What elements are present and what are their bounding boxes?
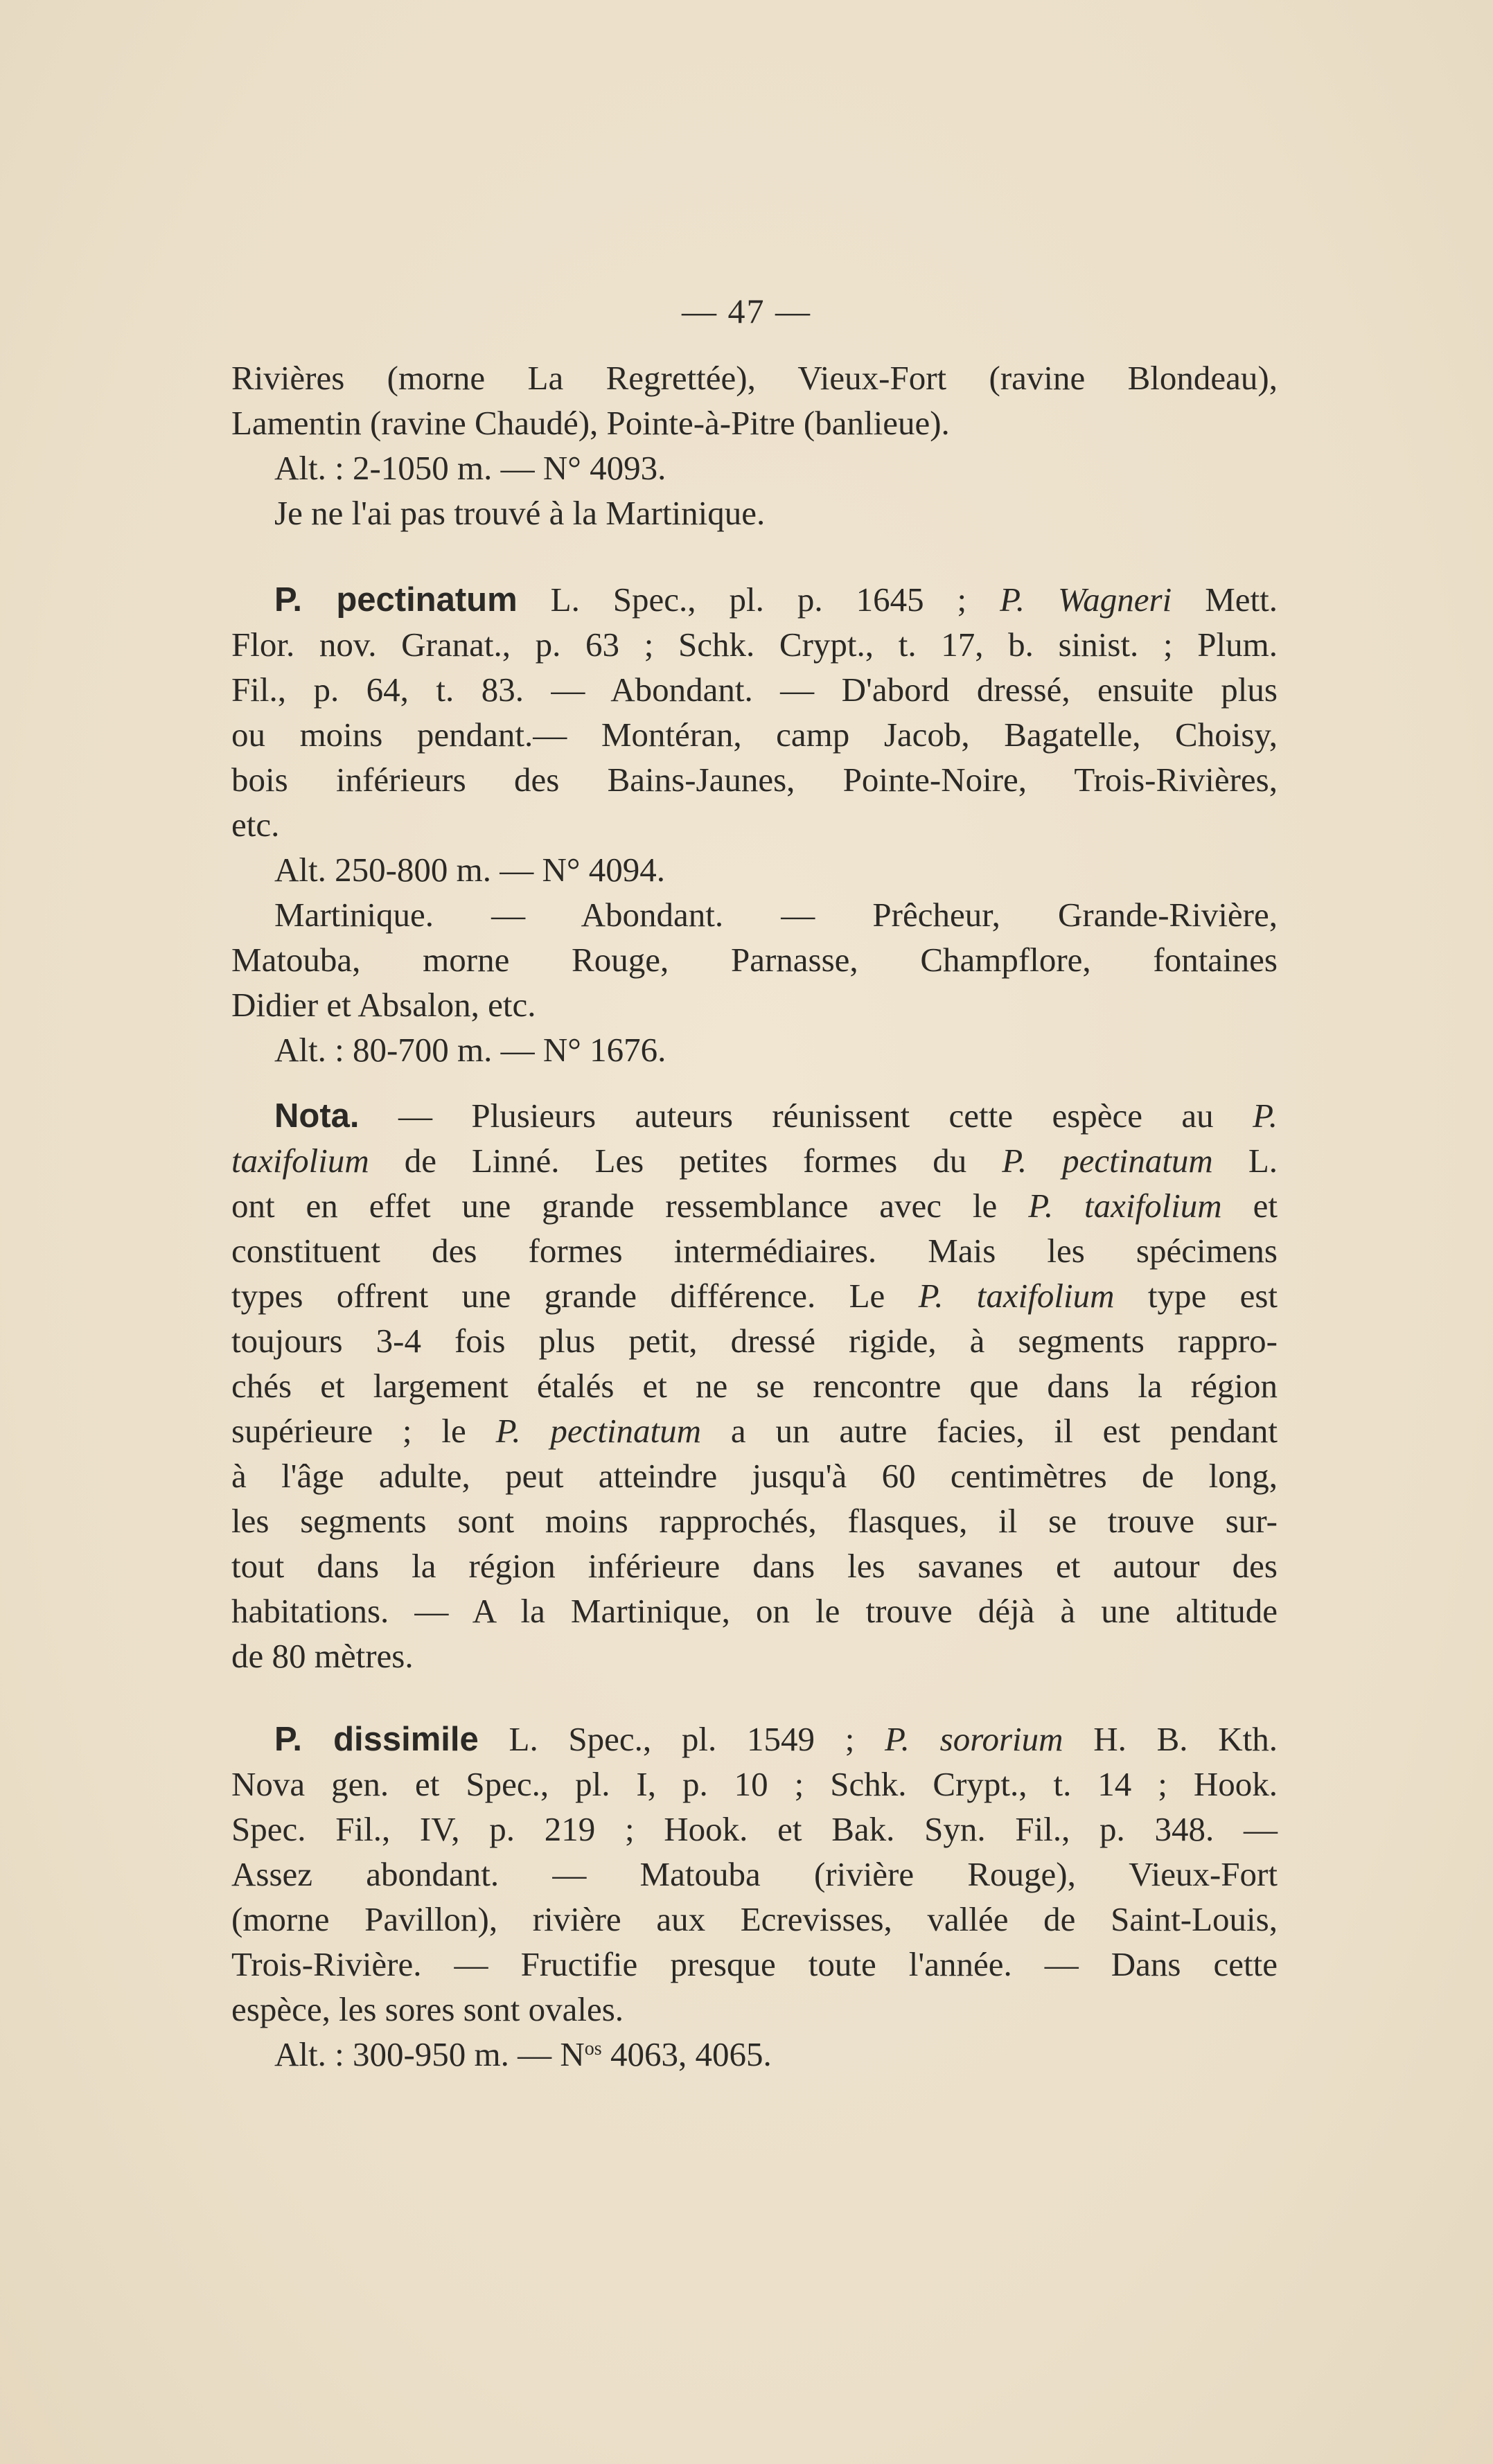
text-line: Alt. : 80-700 m. — N° 1676. [274, 1031, 666, 1069]
superscript: os [584, 2038, 602, 2059]
text-line: chés et largement étalés et ne se rencontre que dans la région [231, 1367, 1278, 1405]
species-ref: P. taxifolium [918, 1277, 1115, 1315]
text-line: tout dans la région inférieure dans les savanes et autour des [231, 1547, 1278, 1585]
text-line: Nova gen. et Spec., pl. I, p. 10 ; Schk. Crypt., t. 14 ; Hook. [231, 1765, 1278, 1803]
note-line [274, 1094, 1278, 1137]
text-span: de Linné. Les petites formes du [404, 1142, 967, 1180]
text-span: Alt. : 300-950 m. — N [274, 2035, 585, 2073]
text-span: et [1253, 1187, 1278, 1225]
text-line: Flor. nov. Granat., p. 63 ; Schk. Crypt., t. 17, b. sinist. ; Plum. [231, 626, 1278, 664]
text-line: habitations. — A la Martinique, on le trouve déjà à une altitude [231, 1592, 1278, 1630]
text-line: Fil., p. 64, t. 83. — Abondant. — D'abord dressé, ensuite plus [231, 671, 1278, 709]
text-span: Mett. [1205, 580, 1278, 619]
species-ref: P. taxifolium [1028, 1187, 1222, 1225]
text-line: constituent des formes intermédiaires. Mais les spécimens [231, 1232, 1278, 1270]
text-line: les segments sont moins rapprochés, flasques, il se trouve sur- [231, 1502, 1278, 1540]
species-heading-line [274, 1718, 1278, 1761]
text-span: supérieure ; le [231, 1412, 466, 1450]
text-line: Spec. Fil., IV, p. 219 ; Hook. et Bak. Syn. Fil., p. 348. — [231, 1810, 1278, 1848]
text-line: Matouba, morne Rouge, Parnasse, Champflore, fontaines [231, 941, 1278, 979]
text-line: Je ne l'ai pas trouvé à la Martinique. [274, 494, 766, 532]
species-heading-line [274, 578, 1278, 621]
text-span: L. Spec., pl. p. 1645 ; [550, 580, 967, 619]
text-span: — Plusieurs auteurs réunissent cette espèce au [398, 1097, 1214, 1135]
text-span: types offrent une grande différence. Le [231, 1277, 885, 1315]
text-line: toujours 3-4 fois plus petit, dressé rigide, à segments rappro- [231, 1322, 1278, 1360]
text-line [231, 1275, 1278, 1318]
text-span: L. Spec., pl. 1549 ; [509, 1720, 855, 1758]
text-line [231, 1185, 1278, 1227]
text-line: etc. [231, 806, 280, 844]
text-line: Alt. 250-800 m. — N° 4094. [274, 851, 666, 889]
text-span: 4063, 4065. [601, 2035, 772, 2073]
text-line: Martinique. — Abondant. — Prêcheur, Grande-Rivière, [274, 896, 1278, 934]
text-line [231, 1140, 1278, 1182]
page-number: — 47 — [682, 292, 811, 330]
text-line: Alt. : 2-1050 m. — N° 4093. [274, 449, 666, 487]
text-line: espèce, les sores sont ovales. [231, 1990, 624, 2028]
text-span: H. B. Kth. [1093, 1720, 1278, 1758]
species-name: P. pectinatum [274, 581, 518, 619]
text-line: bois inférieurs des Bains-Jaunes, Pointe-Noire, Trois-Rivières, [231, 761, 1278, 799]
species-synonym: P. Wagneri [1000, 580, 1172, 619]
text-span: ont en effet une grande ressemblance avec le [231, 1187, 998, 1225]
text-line: (morne Pavillon), rivière aux Ecrevisses, vallée de Saint-Louis, [231, 1900, 1278, 1938]
text-line: Rivières (morne La Regrettée), Vieux-Fort (ravine Blondeau), [231, 359, 1278, 397]
species-name: P. dissimile [274, 1721, 479, 1758]
note-label: Nota. [274, 1097, 360, 1135]
species-ref: P. pectinatum [1002, 1142, 1213, 1180]
text-line: Assez abondant. — Matouba (rivière Rouge), Vieux-Fort [231, 1855, 1278, 1893]
text-line: Didier et Absalon, etc. [231, 986, 536, 1024]
text-line: à l'âge adulte, peut atteindre jusqu'à 60 centimètres de long, [231, 1457, 1278, 1495]
text-line: de 80 mètres. [231, 1637, 414, 1675]
text-span: type est [1147, 1277, 1278, 1315]
text-line [231, 1410, 1278, 1453]
species-synonym: P. sororium [885, 1720, 1063, 1758]
text-line [274, 2033, 1278, 2076]
species-ref: taxifolium [231, 1142, 369, 1180]
text-span: a un autre facies, il est pendant [730, 1412, 1278, 1450]
text-span: L. [1248, 1142, 1278, 1180]
text-line: Lamentin (ravine Chaudé), Pointe-à-Pitre (banlieue). [231, 404, 950, 442]
species-ref: P. [1253, 1097, 1278, 1135]
species-ref: P. pectinatum [495, 1412, 702, 1450]
text-line: Trois-Rivière. — Fructifie presque toute l'année. — Dans cette [231, 1945, 1278, 1983]
text-line: ou moins pendant.— Montéran, camp Jacob, Bagatelle, Choisy, [231, 716, 1278, 754]
